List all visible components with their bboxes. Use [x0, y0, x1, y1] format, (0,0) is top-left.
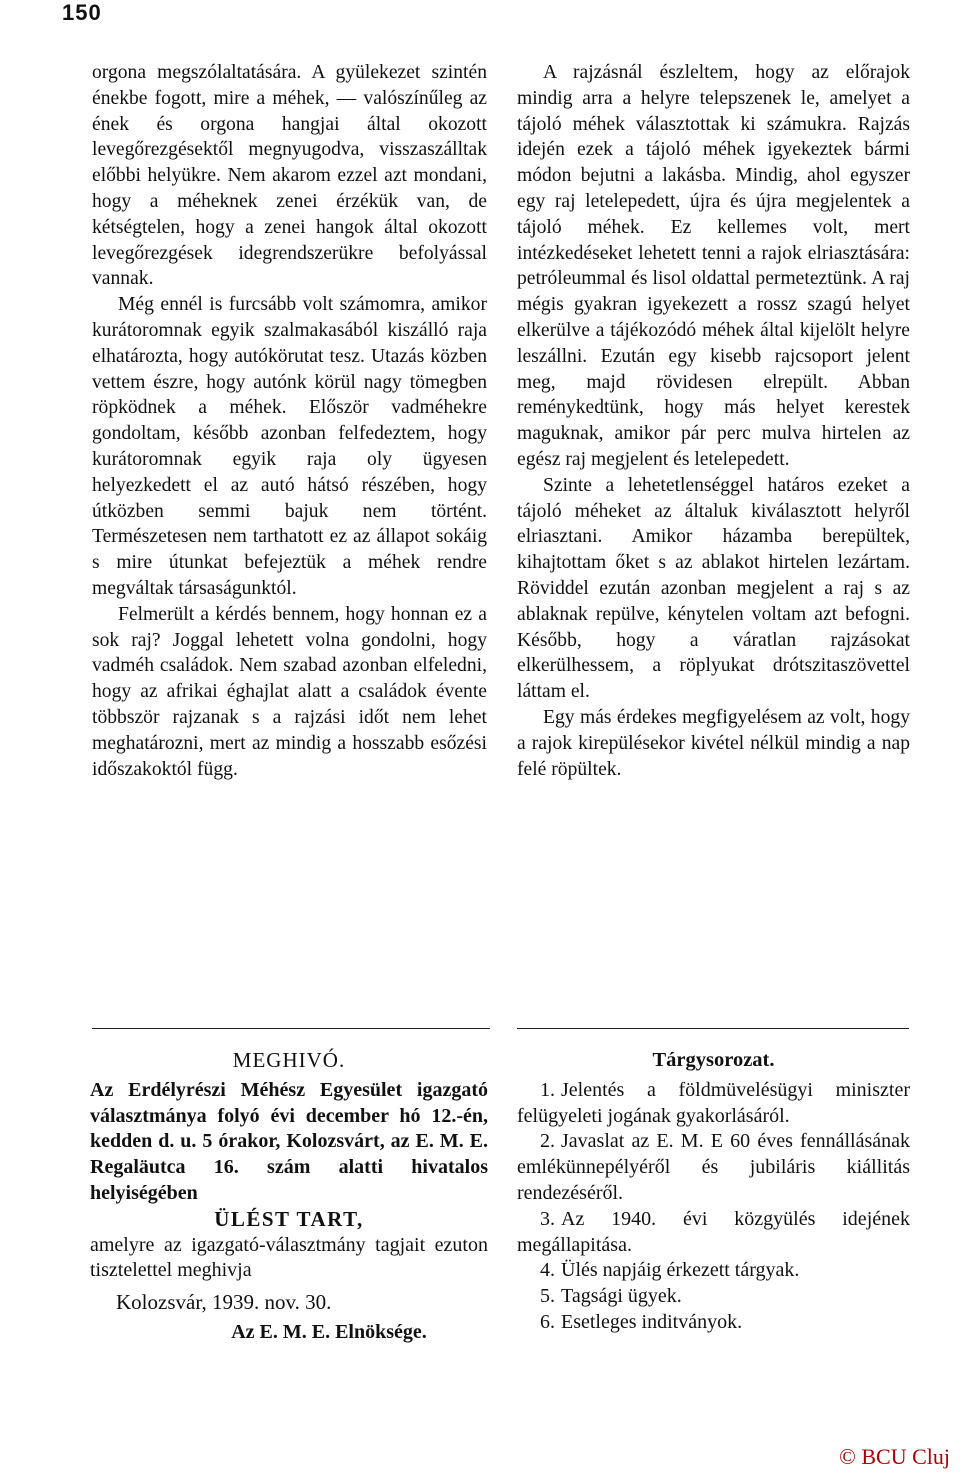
item-number: 1.	[540, 1078, 555, 1101]
list-item	[517, 1258, 910, 1284]
list-item	[517, 1284, 910, 1310]
session-announcement: ÜLÉST TART,	[214, 1206, 364, 1231]
item-text: Az 1940. évi közgyülés idejének megállapitása.	[517, 1207, 910, 1256]
paragraph: Felmerült a kérdés bennem, hogy honnan ez a sok raj? Joggal lehetett volna gondolni, hogy vadméh családok. Nem szabad azonban elfeledni, hogy az afrikai éghajlat alatt a családok évente többször rajzanak s a rajzási időt nem lehet meghatározni, mert az mindig a hosszabb esőzési időszakoktól függ.	[92, 603, 487, 780]
list-item	[517, 1207, 910, 1259]
item-text: Ülés napjáig érkezett tárgyak.	[561, 1259, 800, 1282]
divider	[517, 1028, 909, 1029]
invitation-details: Az Erdélyrészi Méhész Egyesület igazgató választmánya folyó évi december hó 12.-én, kedden d. u. 5 órakor, Kolozsvárt, az E. M. E. Regaläutca 16. szám alatti hivatalos helyiségében	[90, 1078, 488, 1204]
agenda	[517, 1048, 910, 1336]
invitation-notice	[90, 1048, 488, 1346]
item-text: Esetleges inditványok.	[561, 1310, 743, 1333]
list-item	[517, 1078, 910, 1130]
item-text: Javaslat az E. M. E 60 éves fennállásának emlékünnepélyéről és jubiláris kiállitás rendezéséről.	[517, 1130, 910, 1204]
left-column	[92, 60, 487, 782]
paragraph: Szinte a lehetetlenséggel határos ezeket a tájoló méheket az általuk kiválasztott helyről elriasztani. Amikor házamba berepültek, kihajtottam őket s az ablakot hirtelen lezártam. Röviddel ezután azonban megjelent a raj s az ablaknak repülve, kénytelen voltam azt befogni. Később, hogy a váratlan rajzásokat elkerülhessem, a röplyukat drótszitaszövettel láttam el.	[517, 474, 910, 703]
invitation-signature: Az E. M. E. Elnöksége.	[231, 1320, 427, 1343]
right-column	[517, 60, 910, 782]
paragraph: Egy más érdekes megfigyelésem az volt, hogy a rajok kirepülésekor kivétel nélkül mindig a nap felé röpültek.	[517, 706, 910, 780]
paragraph: Még ennél is furcsább volt számomra, amikor kurátoromnak egyik szalmakasából kiszálló raja elhatározta, hogy autókörutat tesz. Utazás közben vettem észre, hogy autónk körül nagy tömegben röpködnek a méhek. Először vadméhekre gondoltam, később azonban felfedeztem, hogy kurátoromnak egyik raja oly ügyesen helyezkedett el az autó hátsó részében, hogy útközben semmi bajuk nem történt. Természetesen nem tarthatott ez az állapot sokáig s mire útunkat befejeztük a méhek rendre megváltak társaságunktól.	[92, 294, 487, 599]
agenda-list	[517, 1078, 910, 1336]
copyright-watermark: © BCU Cluj	[839, 1444, 950, 1469]
divider	[92, 1028, 490, 1029]
agenda-heading: Tárgysorozat.	[652, 1049, 775, 1071]
paragraph: orgona megszólaltatására. A gyülekezet szintén énekbe fogott, mire a méhek, — valószínűleg az ének és orgona hangjai által okozott levegőrezgésektől megnyugodva, visszaszálltak előbbi helyükre. Nem akarom ezzel azt mondani, hogy a méheknek zenei érzékük van, de kétségtelen, hogy a zenei hangok által okozott levegőrezgések idegrendszerükre befolyással vannak.	[92, 62, 487, 290]
item-text: Jelentés a földmüvelésügyi miniszter felügyeleti jogának gyakorlásáról.	[517, 1078, 910, 1127]
paragraph: A rajzásnál észleltem, hogy az előrajok mindig arra a helyre telepszenek le, amelyet a tájoló méhek választottak ki számukra. Rajzás idején ezek a tájoló méhek igyekeztek bármi módon bejutni a lakásba. Mindig, ahol egyszer egy raj letelepedett, újra és újra megjelentek a tájoló méhek. Ez kellemes volt, mert intézkedéseket lehetett tenni a rajok elriasztására: petróleummal és lisol oldattal permeteztünk. A raj mégis gyakran igyekezett a rossz szagú helyet elkerülve a tájékozódó méhek által kijelölt helyre leszállni. Ezután egy kisebb rajcsoport jelent meg, majd rövidesen elrepült. Abban reménykedtünk, hogy más helyet kerestek maguknak, amikor pár perc mulva hirtelen az egész raj megjelent és letelepedett.	[517, 62, 910, 470]
item-number: 2.	[540, 1130, 555, 1153]
page-number: 150	[62, 0, 102, 25]
invitation-heading: MEGHIVÓ.	[232, 1048, 346, 1072]
item-text: Tagsági ügyek.	[561, 1285, 682, 1308]
item-number: 4.	[540, 1259, 555, 1282]
item-number: 5.	[540, 1285, 555, 1308]
item-number: 3.	[540, 1207, 555, 1230]
list-item	[517, 1129, 910, 1206]
list-item	[517, 1310, 910, 1336]
invitation-body: amelyre az igazgató-választmány tagjait ezuton tisztelettel meghivja	[90, 1233, 488, 1282]
invitation-date: Kolozsvár, 1939. nov. 30.	[116, 1290, 332, 1315]
item-number: 6.	[540, 1310, 555, 1333]
